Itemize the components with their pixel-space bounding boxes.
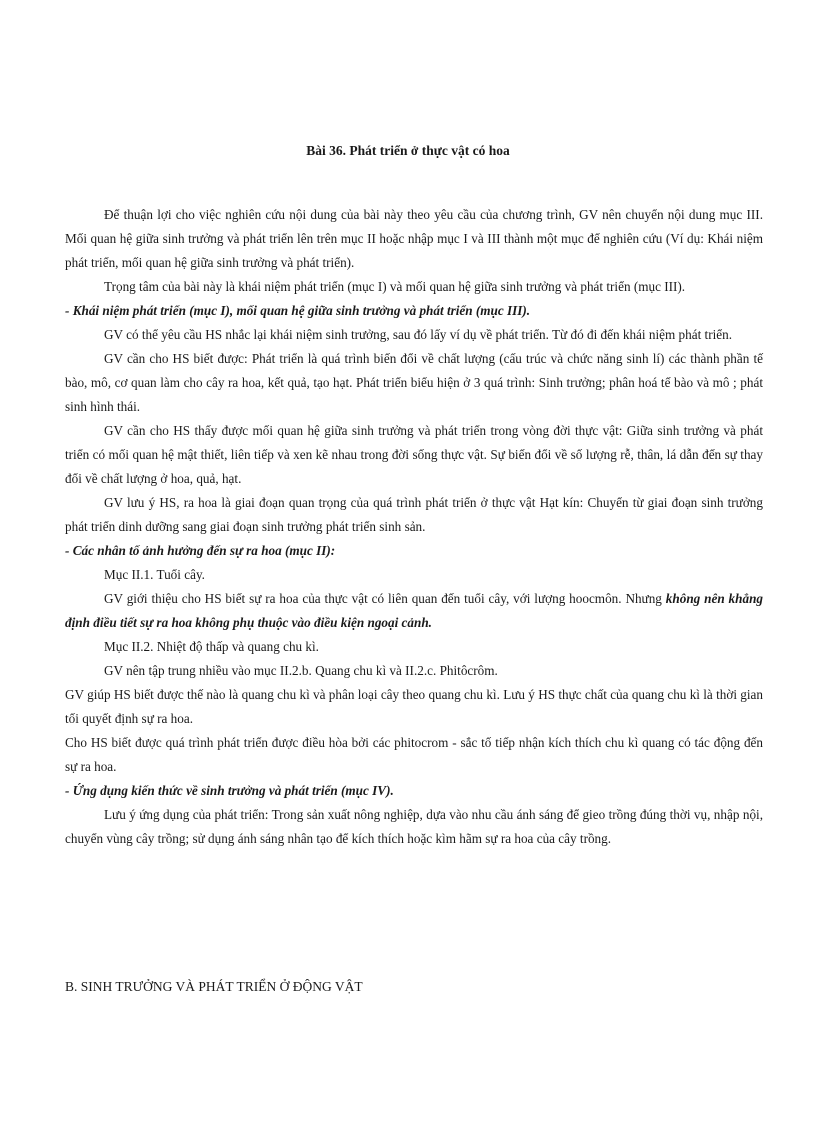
paragraph: GV có thể yêu cầu HS nhắc lại khái niệm sinh trưởng, sau đó lấy ví dụ về phát triển. Từ đó đi đến khái niệm phát triển. <box>104 327 733 342</box>
paragraph: GV lưu ý HS, ra hoa là giai đoạn quan trọng của quá trình phát triển ở thực vật Hạt kín: Chuyển từ giai đoạn sinh trưởng phát triển dinh dưỡng sang giai đoạn sinh trưởng phát triển sinh sản. <box>65 495 763 534</box>
paragraph <box>65 587 763 635</box>
lesson-title: Bài 36. Phát triển ở thực vật có hoa <box>306 143 510 158</box>
paragraph: Trọng tâm của bài này là khái niệm phát triển (mục I) và mối quan hệ giữa sinh trưởng và phát triển (mục III). <box>104 279 686 294</box>
paragraph: GV cần cho HS biết được: Phát triển là quá trình biến đổi về chất lượng (cấu trúc và chức năng sinh lí) các thành phần tế bào, mô, cơ quan làm cho cây ra hoa, kết quả, tạo hạt. Phát triển biểu hiện ở 3 quá trình: Sinh trưởng; phân hoá tế bào và mô ; phát sinh hình thái. <box>65 351 763 414</box>
section-heading: - Khái niệm phát triển (mục I), mối quan hệ giữa sinh trưởng và phát triển (mục III). <box>65 303 531 318</box>
paragraph: Mục II.2. Nhiệt độ thấp và quang chu kì. <box>104 639 319 654</box>
section-heading: - Ứng dụng kiến thức về sinh trưởng và phát triển (mục IV). <box>65 783 394 798</box>
paragraph: GV cần cho HS thấy được mối quan hệ giữa sinh trưởng và phát triển trong vòng đời thực vật: Giữa sinh trưởng và phát triển có mối quan hệ mật thiết, liên tiếp và xen kẽ nhau trong đời sống thực vật. Sự biến đổi về số lượng rễ, thân, lá dẫn đến sự thay đổi về chất lượng ở hoa, quả, hạt. <box>65 423 763 486</box>
paragraph-text: GV giới thiệu cho HS biết sự ra hoa của thực vật có liên quan đến tuổi cây, với lượng hoocmôn. Nhưng <box>104 591 666 606</box>
document-body <box>65 203 763 851</box>
section-b-title: B. SINH TRƯỞNG VÀ PHÁT TRIỂN Ở ĐỘNG VẬT <box>65 979 363 994</box>
paragraph: Lưu ý ứng dụng của phát triển: Trong sản xuất nông nghiệp, dựa vào nhu cầu ánh sáng để gieo trồng đúng thời vụ, nhập nội, chuyển vùng cây trồng; sử dụng ánh sáng nhân tạo để kích thích hoặc kìm hãm sự ra hoa của cây trồng. <box>65 807 763 846</box>
paragraph: GV giúp HS biết được thế nào là quang chu kì và phân loại cây theo quang chu kì. Lưu ý HS thực chất của quang chu kì là thời gian tối quyết định sự ra hoa. <box>65 687 763 726</box>
emphasis-text: không nên khẳng định điều tiết sự ra hoa không phụ thuộc vào điều kiện ngoại cảnh. <box>65 591 764 630</box>
paragraph: Cho HS biết được quá trình phát triển được điều hòa bởi các phitocrom - sắc tố tiếp nhận kích thích chu kì quang có tác động đến sự ra hoa. <box>65 735 763 774</box>
paragraph: Mục II.1. Tuổi cây. <box>104 567 205 582</box>
paragraph: GV nên tập trung nhiều vào mục II.2.b. Quang chu kì và II.2.c. Phitôcrôm. <box>104 663 498 678</box>
section-heading: - Các nhân tố ảnh hưởng đến sự ra hoa (mục II): <box>65 543 336 558</box>
paragraph: Để thuận lợi cho việc nghiên cứu nội dung của bài này theo yêu cầu của chương trình, GV nên chuyển nội dung mục III. Mối quan hệ giữa sinh trưởng và phát triển lên trên mục II hoặc nhập mục I và III thành một mục để nghiên cứu (Ví dụ: Khái niệm phát triển, mối quan hệ giữa sinh trưởng và phát triển). <box>65 207 763 270</box>
